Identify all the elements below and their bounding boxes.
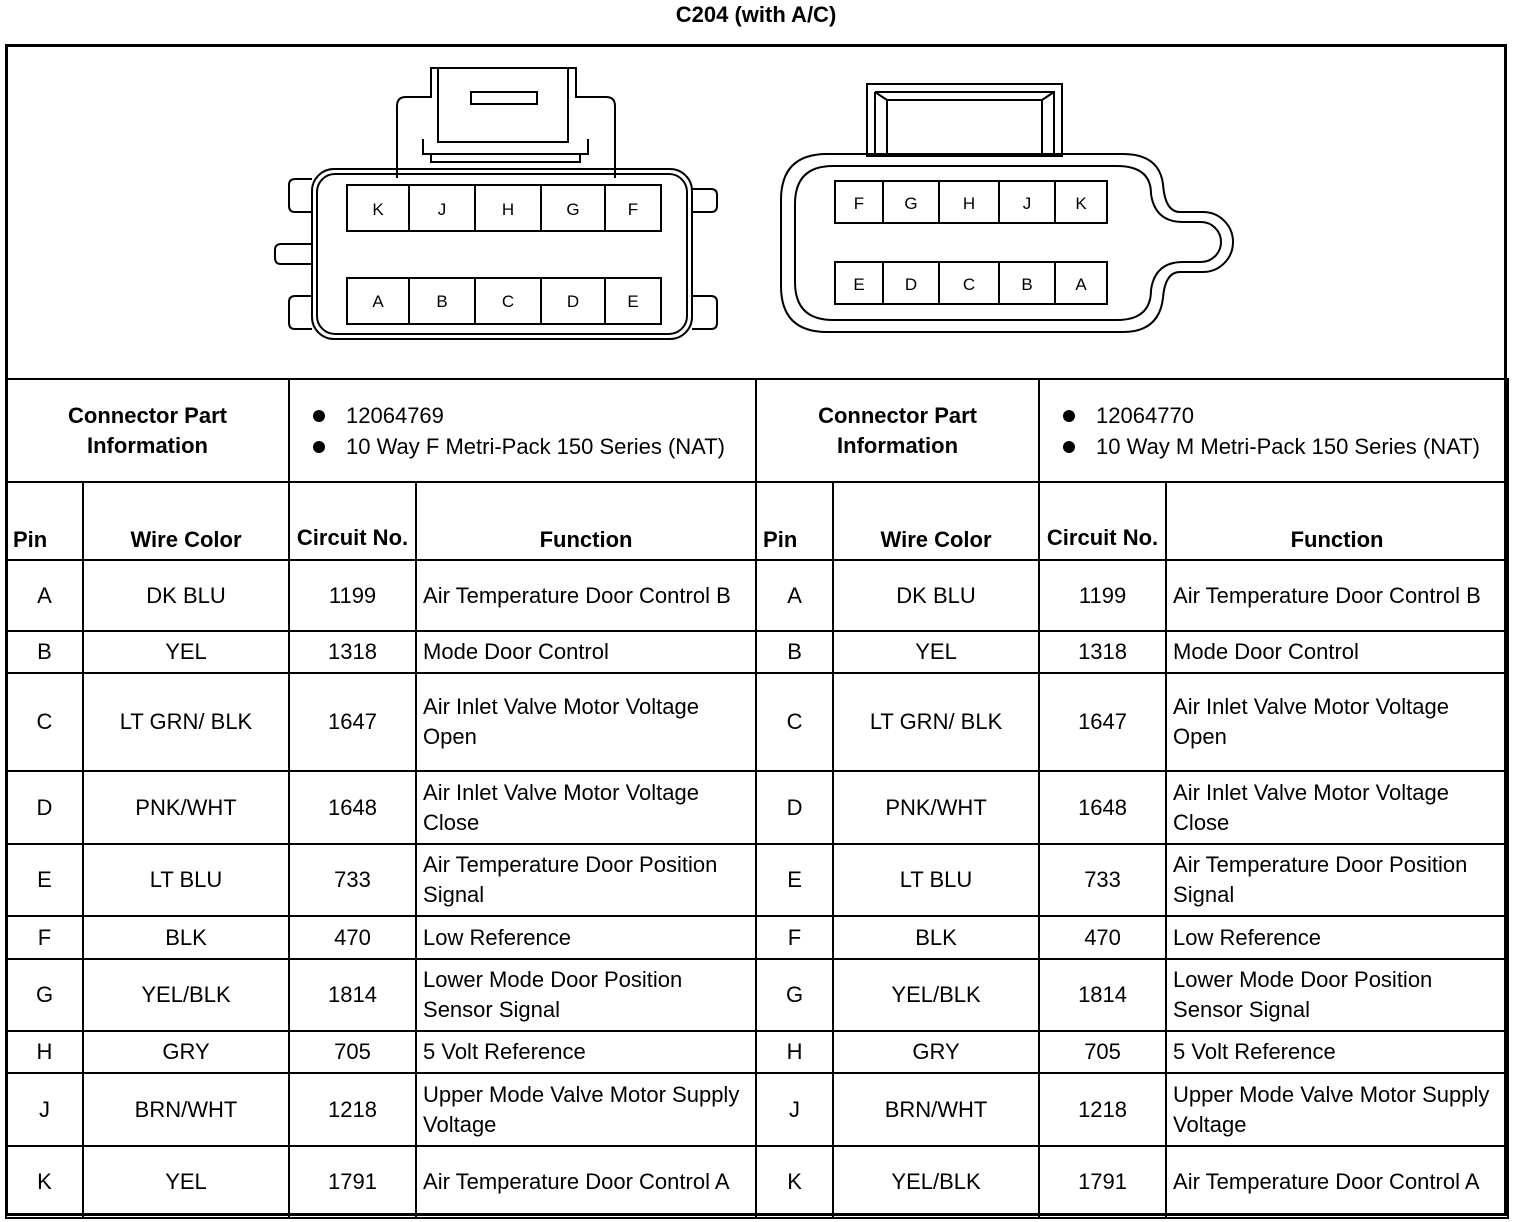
right-bottom-pin-label: E — [853, 275, 865, 294]
right-pin-cell: C — [756, 673, 833, 771]
right-circuit-cell: 1647 — [1039, 673, 1166, 771]
left-function-cell: 5 Volt Reference — [416, 1031, 756, 1073]
right-wire-color-cell: BRN/WHT — [833, 1073, 1039, 1146]
right-wire-color-cell: GRY — [833, 1031, 1039, 1073]
right-wire-color-cell: LT GRN/ BLK — [833, 673, 1039, 771]
right-part-number: 12064770 — [1046, 400, 1501, 431]
left-circuit-cell: 1318 — [289, 631, 416, 673]
left-pin-cell: E — [6, 844, 83, 916]
right-wire-color-cell: YEL/BLK — [833, 1146, 1039, 1218]
right-connector-body — [781, 84, 1233, 332]
right-top-pin-label: H — [962, 194, 976, 213]
left-pin-cell: K — [6, 1146, 83, 1218]
left-top-pin-label: J — [437, 200, 447, 219]
right-bottom-pin-label: B — [1021, 275, 1033, 294]
right-circuit-cell: 1318 — [1039, 631, 1166, 673]
left-wire-color-cell: YEL/BLK — [83, 959, 289, 1031]
right-top-pin-label: K — [1075, 194, 1087, 213]
left-pin-cell: F — [6, 916, 83, 959]
left-top-pin-label: G — [566, 200, 580, 219]
left-pin-cell: H — [6, 1031, 83, 1073]
right-wire-color-cell: BLK — [833, 916, 1039, 959]
left-circuit-cell: 1647 — [289, 673, 416, 771]
left-bottom-pin-label: E — [627, 292, 639, 311]
right-pin-cell: F — [756, 916, 833, 959]
table-row — [6, 771, 1508, 844]
right-top-pin-label: F — [853, 194, 865, 213]
right-circuit-cell: 470 — [1039, 916, 1166, 959]
connector-info-row — [6, 379, 1508, 482]
right-pin-cell: E — [756, 844, 833, 916]
right-bottom-pin-label: D — [904, 275, 918, 294]
right-function-cell: Air Inlet Valve Motor Voltage Open — [1166, 673, 1508, 771]
left-part-description: 10 Way F Metri-Pack 150 Series (NAT) — [296, 431, 749, 462]
left-wire-color-cell: PNK/WHT — [83, 771, 289, 844]
left-pin-cell: D — [6, 771, 83, 844]
right-circuit-cell: 1814 — [1039, 959, 1166, 1031]
left-bottom-pin-label: B — [436, 292, 448, 311]
left-function-cell: Low Reference — [416, 916, 756, 959]
col-header-circuit: Circuit No. — [1039, 482, 1166, 560]
right-circuit-cell: 705 — [1039, 1031, 1166, 1073]
right-wire-color-cell: LT BLU — [833, 844, 1039, 916]
right-circuit-cell: 1218 — [1039, 1073, 1166, 1146]
left-wire-color-cell: YEL — [83, 1146, 289, 1218]
left-function-cell: Upper Mode Valve Motor Supply Voltage — [416, 1073, 756, 1146]
left-circuit-cell: 705 — [289, 1031, 416, 1073]
table-row — [6, 916, 1508, 959]
right-pin-cell: A — [756, 560, 833, 631]
left-wire-color-cell: LT BLU — [83, 844, 289, 916]
right-circuit-cell: 1791 — [1039, 1146, 1166, 1218]
left-info-label: Connector Part Information — [68, 402, 227, 458]
left-top-pin-label: K — [372, 200, 384, 219]
right-function-cell: Air Temperature Door Control A — [1166, 1146, 1508, 1218]
left-bottom-pin-label: C — [501, 292, 515, 311]
right-info-label: Connector Part Information — [818, 402, 977, 458]
left-wire-color-cell: GRY — [83, 1031, 289, 1073]
right-wire-color-cell: DK BLU — [833, 560, 1039, 631]
right-function-cell: 5 Volt Reference — [1166, 1031, 1508, 1073]
right-pin-cell: G — [756, 959, 833, 1031]
right-info-details — [1039, 379, 1508, 482]
left-bottom-pin-label: A — [372, 292, 384, 311]
left-function-cell: Air Temperature Door Control A — [416, 1146, 756, 1218]
table-row — [6, 673, 1508, 771]
pinout-rows — [6, 560, 1508, 1218]
right-function-cell: Air Temperature Door Control B — [1166, 560, 1508, 631]
left-function-cell: Air Temperature Door Position Signal — [416, 844, 756, 916]
right-pin-cell: D — [756, 771, 833, 844]
left-function-cell: Air Temperature Door Control B — [416, 560, 756, 631]
left-pin-cell: J — [6, 1073, 83, 1146]
column-header-row — [6, 482, 1508, 560]
table-row — [6, 844, 1508, 916]
table-row — [6, 1073, 1508, 1146]
left-function-cell: Air Inlet Valve Motor Voltage Close — [416, 771, 756, 844]
col-header-function: Function — [1166, 482, 1508, 560]
left-pin-cell: G — [6, 959, 83, 1031]
table-row — [6, 1146, 1508, 1218]
col-header-pin: Pin — [6, 482, 83, 560]
left-circuit-cell: 1218 — [289, 1073, 416, 1146]
table-row — [6, 631, 1508, 673]
right-top-pin-label: J — [1022, 194, 1032, 213]
right-pin-cell: K — [756, 1146, 833, 1218]
right-bottom-pin-label: A — [1075, 275, 1087, 294]
right-top-pin-label: G — [904, 194, 918, 213]
left-function-cell: Mode Door Control — [416, 631, 756, 673]
col-header-pin: Pin — [756, 482, 833, 560]
left-circuit-cell: 1199 — [289, 560, 416, 631]
left-info-details — [289, 379, 756, 482]
right-info-label-cell — [756, 379, 1039, 482]
left-bottom-pin-label: D — [566, 292, 580, 311]
left-part-number: 12064769 — [296, 400, 749, 431]
left-info-label-cell — [6, 379, 289, 482]
left-wire-color-cell: BRN/WHT — [83, 1073, 289, 1146]
left-wire-color-cell: LT GRN/ BLK — [83, 673, 289, 771]
page-title: C204 (with A/C) — [675, 2, 837, 27]
right-pin-cell: B — [756, 631, 833, 673]
right-function-cell: Upper Mode Valve Motor Supply Voltage — [1166, 1073, 1508, 1146]
left-circuit-cell: 1791 — [289, 1146, 416, 1218]
pinout-table — [5, 378, 1509, 1219]
left-connector-body — [275, 68, 717, 339]
right-circuit-cell: 1199 — [1039, 560, 1166, 631]
left-circuit-cell: 1648 — [289, 771, 416, 844]
right-function-cell: Mode Door Control — [1166, 631, 1508, 673]
left-wire-color-cell: BLK — [83, 916, 289, 959]
right-wire-color-cell: PNK/WHT — [833, 771, 1039, 844]
table-row — [6, 1031, 1508, 1073]
left-circuit-cell: 733 — [289, 844, 416, 916]
col-header-wire-color: Wire Color — [83, 482, 289, 560]
right-bottom-pin-label: C — [962, 275, 976, 294]
left-function-cell: Lower Mode Door Position Sensor Signal — [416, 959, 756, 1031]
table-row — [6, 959, 1508, 1031]
left-top-pin-label: H — [501, 200, 515, 219]
left-pin-cell: B — [6, 631, 83, 673]
left-circuit-cell: 1814 — [289, 959, 416, 1031]
col-header-circuit: Circuit No. — [289, 482, 416, 560]
right-function-cell: Lower Mode Door Position Sensor Signal — [1166, 959, 1508, 1031]
right-part-description: 10 Way M Metri-Pack 150 Series (NAT) — [1046, 431, 1501, 462]
right-pin-cell: J — [756, 1073, 833, 1146]
left-top-pin-label: F — [627, 200, 639, 219]
left-function-cell: Air Inlet Valve Motor Voltage Open — [416, 673, 756, 771]
right-function-cell: Air Temperature Door Position Signal — [1166, 844, 1508, 916]
connector-diagram — [5, 44, 1507, 380]
right-pin-cell: H — [756, 1031, 833, 1073]
left-pin-cell: C — [6, 673, 83, 771]
right-wire-color-cell: YEL — [833, 631, 1039, 673]
right-circuit-cell: 733 — [1039, 844, 1166, 916]
right-function-cell: Air Inlet Valve Motor Voltage Close — [1166, 771, 1508, 844]
left-circuit-cell: 470 — [289, 916, 416, 959]
left-wire-color-cell: YEL — [83, 631, 289, 673]
table-row — [6, 560, 1508, 631]
right-circuit-cell: 1648 — [1039, 771, 1166, 844]
left-pin-cell: A — [6, 560, 83, 631]
col-header-wire-color: Wire Color — [833, 482, 1039, 560]
left-wire-color-cell: DK BLU — [83, 560, 289, 631]
col-header-function: Function — [416, 482, 756, 560]
right-wire-color-cell: YEL/BLK — [833, 959, 1039, 1031]
right-function-cell: Low Reference — [1166, 916, 1508, 959]
